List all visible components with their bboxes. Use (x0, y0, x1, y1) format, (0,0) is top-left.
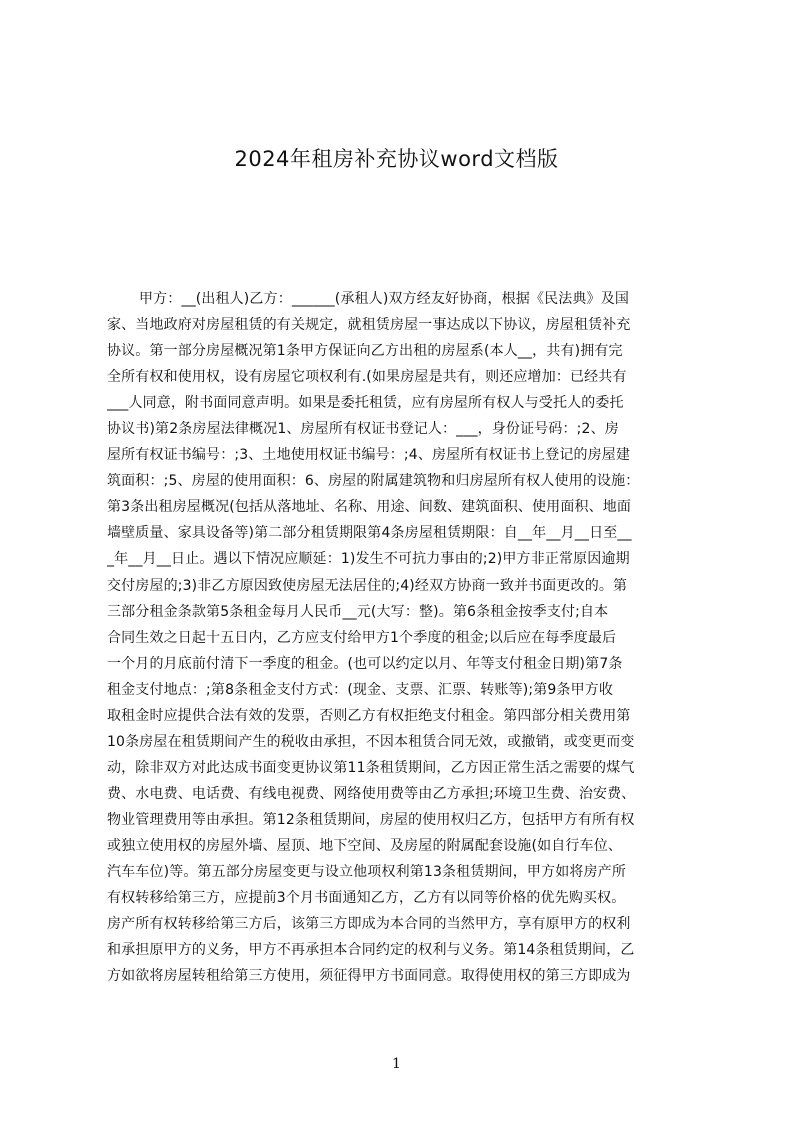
paragraph-line: 第3条出租房屋概况(包括从落地址、名称、用途、间数、建筑面积、使用面积、地面 (107, 499, 632, 516)
paragraph-line: 三部分租金条款第5条租金每月人民币__元(大写：整)。第6条租金按季支付;自本 (107, 603, 609, 620)
paragraph-line: 合同生效之日起十五日内，乙方应支付给甲方1个季度的租金;以后应在每季度最后 (107, 629, 617, 646)
paragraph-line: 租金支付地点：;第8条租金支付方式：(现金、支票、汇票、转账等);第9条甲方收 (107, 681, 614, 698)
paragraph-line: 协议。第一部分房屋概况第1条甲方保证向乙方出租的房屋系(本人__，共有)拥有完 (107, 343, 623, 360)
paragraph-line: 协议书)第2条房屋法律概况1、房屋所有权证书登记人：___，身份证号码：;2、房 (107, 421, 619, 438)
paragraph-line: _年__月__日止。遇以下情况应顺延：1)发生不可抗力事由的;2)甲方非正常原因逾期 (107, 551, 630, 568)
paragraph-line: 取租金时应提供合法有效的发票，否则乙方有权拒绝支付租金。第四部分相关费用第 (107, 707, 631, 724)
paragraph-line: 费、水电费、电话费、有线电视费、网络使用费等由乙方承担;环境卫生费、治安费、 (107, 785, 636, 802)
paragraph-line: 家、当地政府对房屋租赁的有关规定，就租赁房屋一事达成以下协议，房屋租赁补充 (107, 317, 631, 334)
paragraph-line: 10条房屋在租赁期间产生的税收由承担，不因本租赁合同无效，或撤销，或变更而变 (107, 733, 635, 750)
paragraph-line: 甲方：__(出租人)乙方：______(承租人)双方经友好协商，根据《民法典》及国 (139, 291, 629, 307)
paragraph-line: 全所有权和使用权，设有房屋它项权利有.(如果房屋是共有，则还应增加：已经共有 (107, 369, 627, 386)
paragraph-line: ___人同意，附书面同意声明。如果是委托租赁，应有房屋所有权人与受托人的委托 (107, 395, 624, 412)
page-number: 1 (392, 1056, 401, 1072)
paragraph-line: 房产所有权转移给第三方后，该第三方即成为本合同的当然甲方，享有原甲方的权利 (107, 916, 631, 933)
paragraph-line: 交付房屋的;3)非乙方原因致使房屋无法居住的;4)经双方协商一致并书面更改的。第 (107, 577, 628, 594)
paragraph-line: 墙壁质量、家具设备等)第二部分租赁期限第4条房屋租赁期限：自__年__月__日至__ (107, 525, 632, 542)
paragraph-line: 物业管理费用等由承担。第12条租赁期间，房屋的使用权归乙方，包括甲方有所有权 (107, 811, 635, 828)
body-paragraph (107, 286, 697, 989)
paragraph-line: 一个月的月底前付清下一季度的租金。(也可以约定以月、年等支付租金日期)第7条 (107, 655, 623, 672)
paragraph-line: 屋所有权证书编号：;3、土地使用权证书编号：;4、房屋所有权证书上登记的房屋建 (107, 447, 631, 464)
paragraph-line: 或独立使用权的房屋外墙、屋顶、地下空间、及房屋的附属配套设施(如自行车位、 (107, 837, 623, 854)
paragraph-line: 方如欲将房屋转租给第三方使用，须征得甲方书面同意。取得使用权的第三方即成为 (107, 968, 631, 985)
paragraph-line: 和承担原甲方的义务，甲方不再承担本合同约定的权利与义务。第14条租赁期间，乙 (107, 942, 635, 959)
paragraph-line: 动，除非双方对此达成书面变更协议第11条租赁期间，乙方因正常生活之需要的煤气 (107, 759, 635, 776)
document-title: 2024年租房补充协议word文档版 (234, 147, 559, 171)
paragraph-line: 汽车车位)等。第五部分房屋变更与设立他项权利第13条租赁期间，甲方如将房产所 (107, 864, 626, 881)
paragraph-line: 有权转移给第三方，应提前3个月书面通知乙方，乙方有以同等价格的优先购买权。 (107, 890, 626, 907)
paragraph-line: 筑面积：;5、房屋的使用面积：6、房屋的附属建筑物和归房屋所有权人使用的设施： (107, 473, 640, 490)
